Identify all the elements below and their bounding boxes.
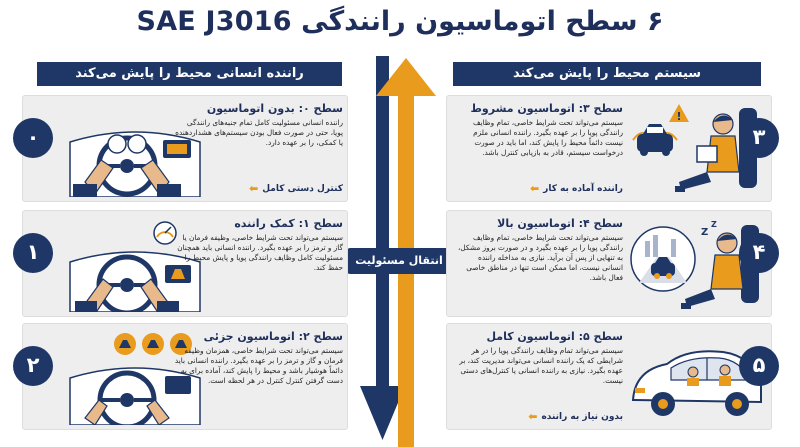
level-4-description: سیستم می‌تواند تحت شرایط خاصی، تمام وظایف رانندگی پویا را بر عهده بگیرد و در صورت بروز مشکل، به تنهایی از پس آن برآید. نیازی به مداخله راننده انسانی نیست، اما ممکن است تنها در مناطق خاصی فعال باشد. (457, 233, 623, 282)
svg-text:Z: Z (711, 220, 717, 229)
level-5-note (528, 410, 623, 423)
level-3-description: سیستم می‌تواند تحت شرایط خاصی، تمام وظایف رانندگی پویا را بر عهده بگیرد. راننده انسانی ملزم نیست دائماً محیط را پایش کند، اما باید در صورت درخواست سیستم، قادر به بازیابی کنترل باشد. (472, 118, 623, 157)
level-5-description: سیستم می‌تواند تمام وظایف رانندگی پویا را در هر شرایطی که یک راننده انسانی می‌تواند مدیریت کند، بر عهده بگیرد. نیازی به راننده انسانی یا کنترل‌های دستی نیست. (459, 346, 623, 385)
level-3-badge: ۳ (739, 118, 779, 158)
level-5-title: سطح ۵: اتوماسیون کامل (486, 330, 623, 343)
arrow-left-icon: ⬅ (528, 410, 538, 423)
level-0-card (22, 95, 348, 202)
level-1-description: سیستم می‌تواند تحت شرایط خاصی، وظیفه فرمان یا گاز و ترمز را بر عهده بگیرد. راننده انسانی باید همچنان مسئولیت کامل وظایف رانندگی پویا و پایش محیط را حفظ کند. (177, 233, 343, 272)
level-3-note (530, 182, 623, 195)
level-1-badge: ۱ (13, 233, 53, 273)
level-2-badge: ۲ (13, 346, 53, 386)
svg-text:!: ! (676, 110, 682, 123)
level-0-title: سطح ۰: بدون اتوماسیون (206, 102, 343, 115)
responsibility-transfer-label: انتقال مسئولیت (347, 248, 451, 274)
level-4-title: سطح ۴: اتوماسیون بالا (497, 217, 623, 230)
level-1-card (22, 210, 348, 317)
level-5-card (446, 323, 772, 430)
level-0-badge: ۰ (13, 118, 53, 158)
level-3-note-label: راننده آماده به کار (543, 183, 623, 194)
level-0-description: راننده انسانی مسئولیت کامل تمام جنبه‌های رانندگی پویا، حتی در صورت فعال بودن سیستم‌های هشداردهنده یا کمکی، را بر عهده دارد. (175, 118, 343, 147)
level-2-title: سطح ۲: اتوماسیون جزئی (203, 330, 343, 343)
level-4-badge: ۴ (739, 233, 779, 273)
level-0-note-label: کنترل دستی کامل (262, 183, 343, 194)
level-5-note-label: بدون نیاز به راننده (541, 411, 623, 422)
level-1-title: سطح ۱: کمک راننده (234, 217, 343, 230)
level-3-title: سطح ۳: اتوماسیون مشروط (470, 102, 623, 115)
level-0-note (249, 182, 343, 195)
level-3-card (446, 95, 772, 202)
svg-text:Z: Z (701, 227, 709, 238)
level-2-card (22, 323, 348, 430)
arrow-left-icon: ⬅ (529, 182, 540, 195)
left-column-header: راننده انسانی محیط را پایش می‌کند (37, 62, 342, 86)
level-2-description: سیستم می‌تواند تحت شرایط خاصی، همزمان وظیفه فرمان و گاز و ترمز را بر عهده بگیرد. راننده انسانی باید دائماً هوشیار باشد و محیط را پایش کند، آماده برای به دست گرفتن کنترل کنترل در هر لحظه است. (174, 346, 343, 385)
arrow-left-icon: ⬅ (249, 182, 259, 195)
right-column-header: سیستم محیط را پایش می‌کند (453, 62, 761, 86)
level-5-badge: ۵ (739, 346, 779, 386)
level-4-card (446, 210, 772, 317)
page-title: ۶ سطح اتوماسیون رانندگی SAE J3016 (136, 6, 664, 37)
